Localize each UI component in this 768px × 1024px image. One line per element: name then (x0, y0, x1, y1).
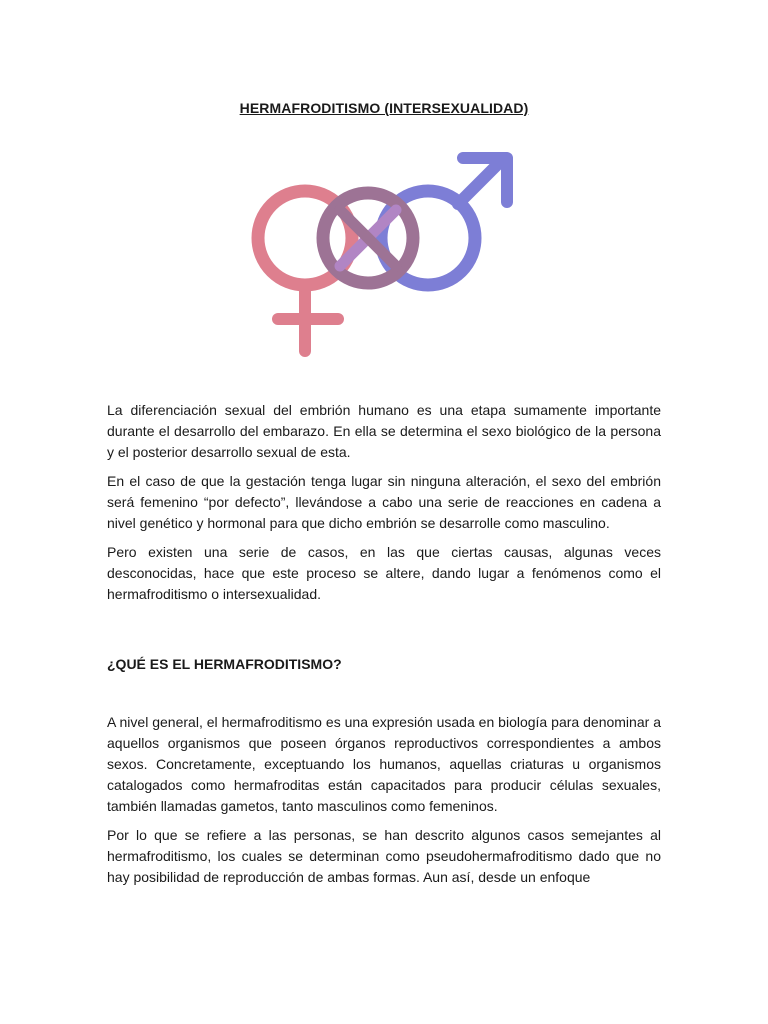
intro-section (107, 400, 661, 613)
definition-section (107, 712, 661, 896)
intersex-symbol-icon (250, 146, 520, 362)
paragraph: Pero existen una serie de casos, en las que ciertas causas, algunas veces desconocidas, hace que este proceso se altere, dando lugar a fenómenos como el hermafroditismo o intersexualidad. (107, 544, 661, 602)
male-arrow-shaft (458, 158, 504, 204)
section-heading: ¿QUÉ ES EL HERMAFRODITISMO? (107, 656, 342, 672)
document-title: HERMAFRODITISMO (INTERSEXUALIDAD) (239, 100, 529, 116)
paragraph: Por lo que se refiere a las personas, se han descrito algunos casos semejantes al hermafroditismo, los cuales se determinan como pseudohermafroditismo dado que no hay posibilidad de reproducción de ambas formas. Aun así, desde un enfoque (107, 827, 661, 885)
paragraph: La diferenciación sexual del embrión humano es una etapa sumamente importante durante el desarrollo del embarazo. En ella se determina el sexo biológico de la persona y el posterior desarrollo sexual de esta. (107, 402, 661, 460)
paragraph: A nivel general, el hermafroditismo es una expresión usada en biología para denominar a aquellos organismos que poseen órganos reproductivos correspondientes a ambos sexos. Concretamente, exceptuando los humanos, aquellas criaturas u organismos catalogados como hermafroditas están capacitados para producir células sexuales, también llamadas gametos, tanto masculinos como femeninos. (107, 714, 661, 814)
paragraph: En el caso de que la gestación tenga lugar sin ninguna alteración, el sexo del embrión será femenino “por defecto”, llevándose a cabo una serie de reacciones en cadena a nivel genético y hormonal para que dicho embrión se desarrolle como masculino. (107, 473, 661, 531)
